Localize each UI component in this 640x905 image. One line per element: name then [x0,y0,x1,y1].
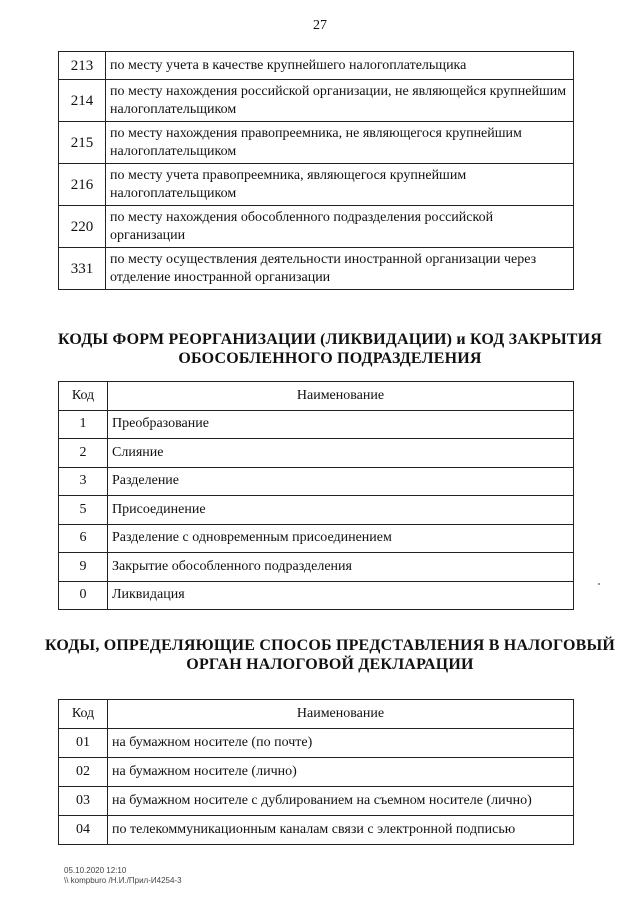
name-cell: Разделение [108,467,574,496]
code-cell: 01 [59,729,108,758]
name-cell: на бумажном носителе (лично) [108,758,574,787]
name-cell: Разделение с одновременным присоединением [108,524,574,553]
column-header-code: Код [59,700,108,729]
table-row [59,524,574,553]
name-cell: Слияние [108,439,574,468]
page-number: 27 [313,18,327,33]
column-header-code: Код [59,382,108,411]
code-cell: 215 [59,122,106,164]
table-row [59,52,574,80]
heading-line: ОБОСОБЛЕННОГО ПОДРАЗДЕЛЕНИЯ [178,350,482,367]
column-header-name: Наименование [108,382,574,411]
document-footer [64,866,182,886]
code-cell: 6 [59,524,108,553]
heading-line: КОДЫ, ОПРЕДЕЛЯЮЩИЕ СПОСОБ ПРЕДСТАВЛЕНИЯ В НАЛОГОВЫЙ [44,637,616,654]
table-row [59,787,574,816]
name-cell: по месту нахождения российской организации, не являющейся крупнейшим налогоплательщиком [106,80,574,122]
code-cell: 5 [59,496,108,525]
table-row [59,206,574,248]
code-cell: 216 [59,164,106,206]
table-row [59,758,574,787]
footer-timestamp: 05.10.2020 12:10 [64,866,127,875]
table-row [59,248,574,290]
heading-line: КОДЫ ФОРМ РЕОРГАНИЗАЦИИ (ЛИКВИДАЦИИ) и КОД ЗАКРЫТИЯ [57,331,603,348]
code-cell: 03 [59,787,108,816]
scan-mark [598,583,600,585]
table-row [59,164,574,206]
table-row [59,80,574,122]
table-row [59,467,574,496]
table-row [59,410,574,439]
section-heading-submission-method [40,636,620,674]
name-cell: по телекоммуникационным каналам связи с электронной подписью [108,816,574,845]
code-cell: 213 [59,52,106,80]
code-cell: 214 [59,80,106,122]
code-cell: 0 [59,581,108,610]
code-cell: 331 [59,248,106,290]
table-row [59,816,574,845]
code-cell: 9 [59,553,108,582]
submission-method-codes-table [58,699,574,845]
name-cell: на бумажном носителе с дублированием на съемном носителе (лично) [108,787,574,816]
name-cell: по месту осуществления деятельности иностранной организации через отделение иностранной организации [106,248,574,290]
section-heading-reorganization [40,330,620,368]
table-row [59,122,574,164]
name-cell: Преобразование [108,410,574,439]
table-row [59,553,574,582]
name-cell: Ликвидация [108,581,574,610]
name-cell: по месту нахождения обособленного подразделения российской организации [106,206,574,248]
table-row [59,439,574,468]
name-cell: на бумажном носителе (по почте) [108,729,574,758]
reorganization-codes-table [58,381,574,610]
table-header-row [59,700,574,729]
name-cell: по месту учета правопреемника, являющегося крупнейшим налогоплательщиком [106,164,574,206]
code-cell: 2 [59,439,108,468]
column-header-name: Наименование [108,700,574,729]
table-row [59,729,574,758]
name-cell: по месту нахождения правопреемника, не являющегося крупнейшим налогоплательщиком [106,122,574,164]
table-row [59,496,574,525]
footer-file-path: \\ kompburo /Н.И./Прил-И4254-3 [64,876,182,885]
name-cell: Закрытие обособленного подразделения [108,553,574,582]
name-cell: по месту учета в качестве крупнейшего налогоплательщика [106,52,574,80]
heading-line: ОРГАН НАЛОГОВОЙ ДЕКЛАРАЦИИ [186,656,474,673]
code-cell: 1 [59,410,108,439]
code-cell: 220 [59,206,106,248]
code-cell: 04 [59,816,108,845]
code-cell: 02 [59,758,108,787]
table-row [59,581,574,610]
code-cell: 3 [59,467,108,496]
table-header-row [59,382,574,411]
tax-accounting-codes-table [58,51,574,290]
name-cell: Присоединение [108,496,574,525]
